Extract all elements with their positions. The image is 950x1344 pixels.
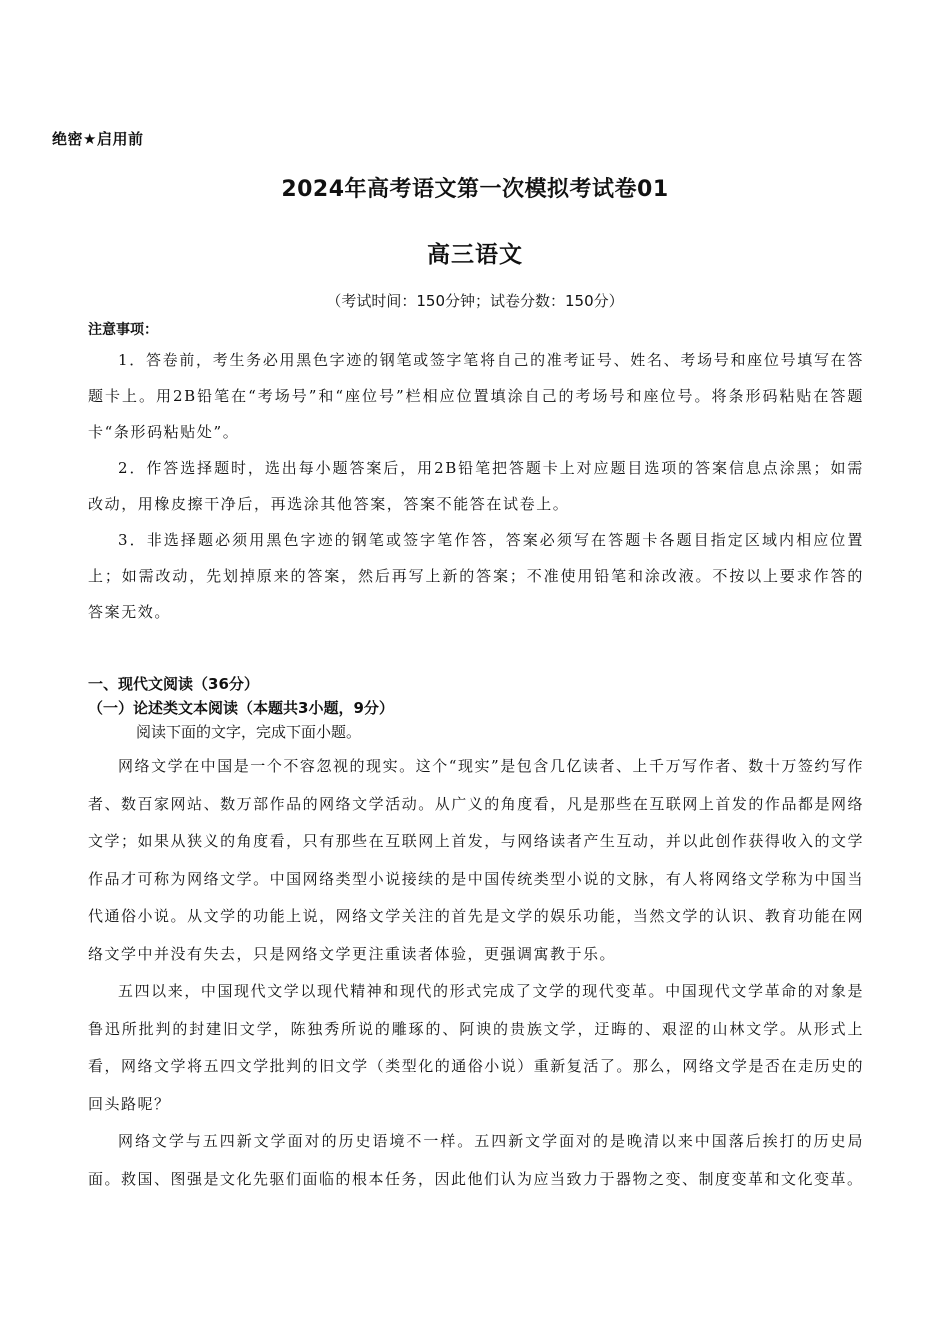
passage-paragraph-1: 网络文学在中国是一个不容忽视的现实。这个“现实”是包含几亿读者、上千万写作者、数十万签约写作者、数百家网站、数万部作品的网络文学活动。从广义的角度看，凡是那些在互联网上首发的作品都是网络文学；如果从狭义的角度看，只有那些在互联网上首发，与网络读者产生互动，并以此创作获得收入的文学作品才可称为网络文学。中国网络类型小说接续的是中国传统类型小说的文脉，有人将网络文学称为中国当代通俗小说。从文学的功能上说，网络文学关注的首先是文学的娱乐功能，当然文学的认识、教育功能在网络文学中并没有失去，只是网络文学更注重读者体验，更强调寓教于乐。 (88, 757, 864, 963)
confidential-label: 绝密★启用前 (52, 130, 144, 148)
note-item-1: 1．答卷前，考生务必用黑色字迹的钢笔或签字笔将自己的准考证号、姓名、考场号和座位号填写在答题卡上。用2B铅笔在“考场号”和“座位号”栏相应位置填涂自己的考场号和座位号。将条形码粘贴在答题卡“条形码粘贴处”。 (88, 351, 864, 441)
exam-info: （考试时间：150分钟；试卷分数：150分） (326, 292, 624, 310)
exam-subtitle: 高三语文 (427, 242, 523, 268)
exam-title: 2024年高考语文第一次模拟考试卷01 (281, 177, 669, 202)
reading-passage (88, 748, 864, 1198)
passage-paragraph-2: 五四以来，中国现代文学以现代精神和现代的形式完成了文学的现代变革。中国现代文学革命的对象是鲁迅所批判的封建旧文学，陈独秀所说的雕琢的、阿谀的贵族文学，迂晦的、艰涩的山林文学。从形式上看，网络文学将五四文学批判的旧文学（类型化的通俗小说）重新复活了。那么，网络文学是否在走历史的回头路呢？ (88, 982, 864, 1113)
note-item-3: 3．非选择题必须用黑色字迹的钢笔或签字笔作答，答案必须写在答题卡各题目指定区域内相应位置上；如需改动，先划掉原来的答案，然后再写上新的答案；不准使用铅笔和涂改液。不按以上要求作答的答案无效。 (88, 531, 864, 621)
notes-list (88, 342, 864, 630)
passage-paragraph-3: 网络文学与五四新文学面对的历史语境不一样。五四新文学面对的是晚清以来中国落后挨打的历史局面。救国、图强是文化先驱们面临的根本任务，因此他们认为应当致力于器物之变、制度变革和文化变革。 (88, 1132, 864, 1188)
reading-instruction: 阅读下面的文字，完成下面小题。 (136, 723, 362, 741)
subsection-title: （一）论述类文本阅读（本题共3小题，9分） (88, 699, 394, 717)
section-title: 一、现代文阅读（36分） (88, 675, 259, 693)
note-item-2: 2．作答选择题时，选出每小题答案后，用2B铅笔把答题卡上对应题目选项的答案信息点涂黑；如需改动，用橡皮擦干净后，再选涂其他答案，答案不能答在试卷上。 (88, 459, 864, 513)
notes-title: 注意事项： (88, 322, 158, 338)
